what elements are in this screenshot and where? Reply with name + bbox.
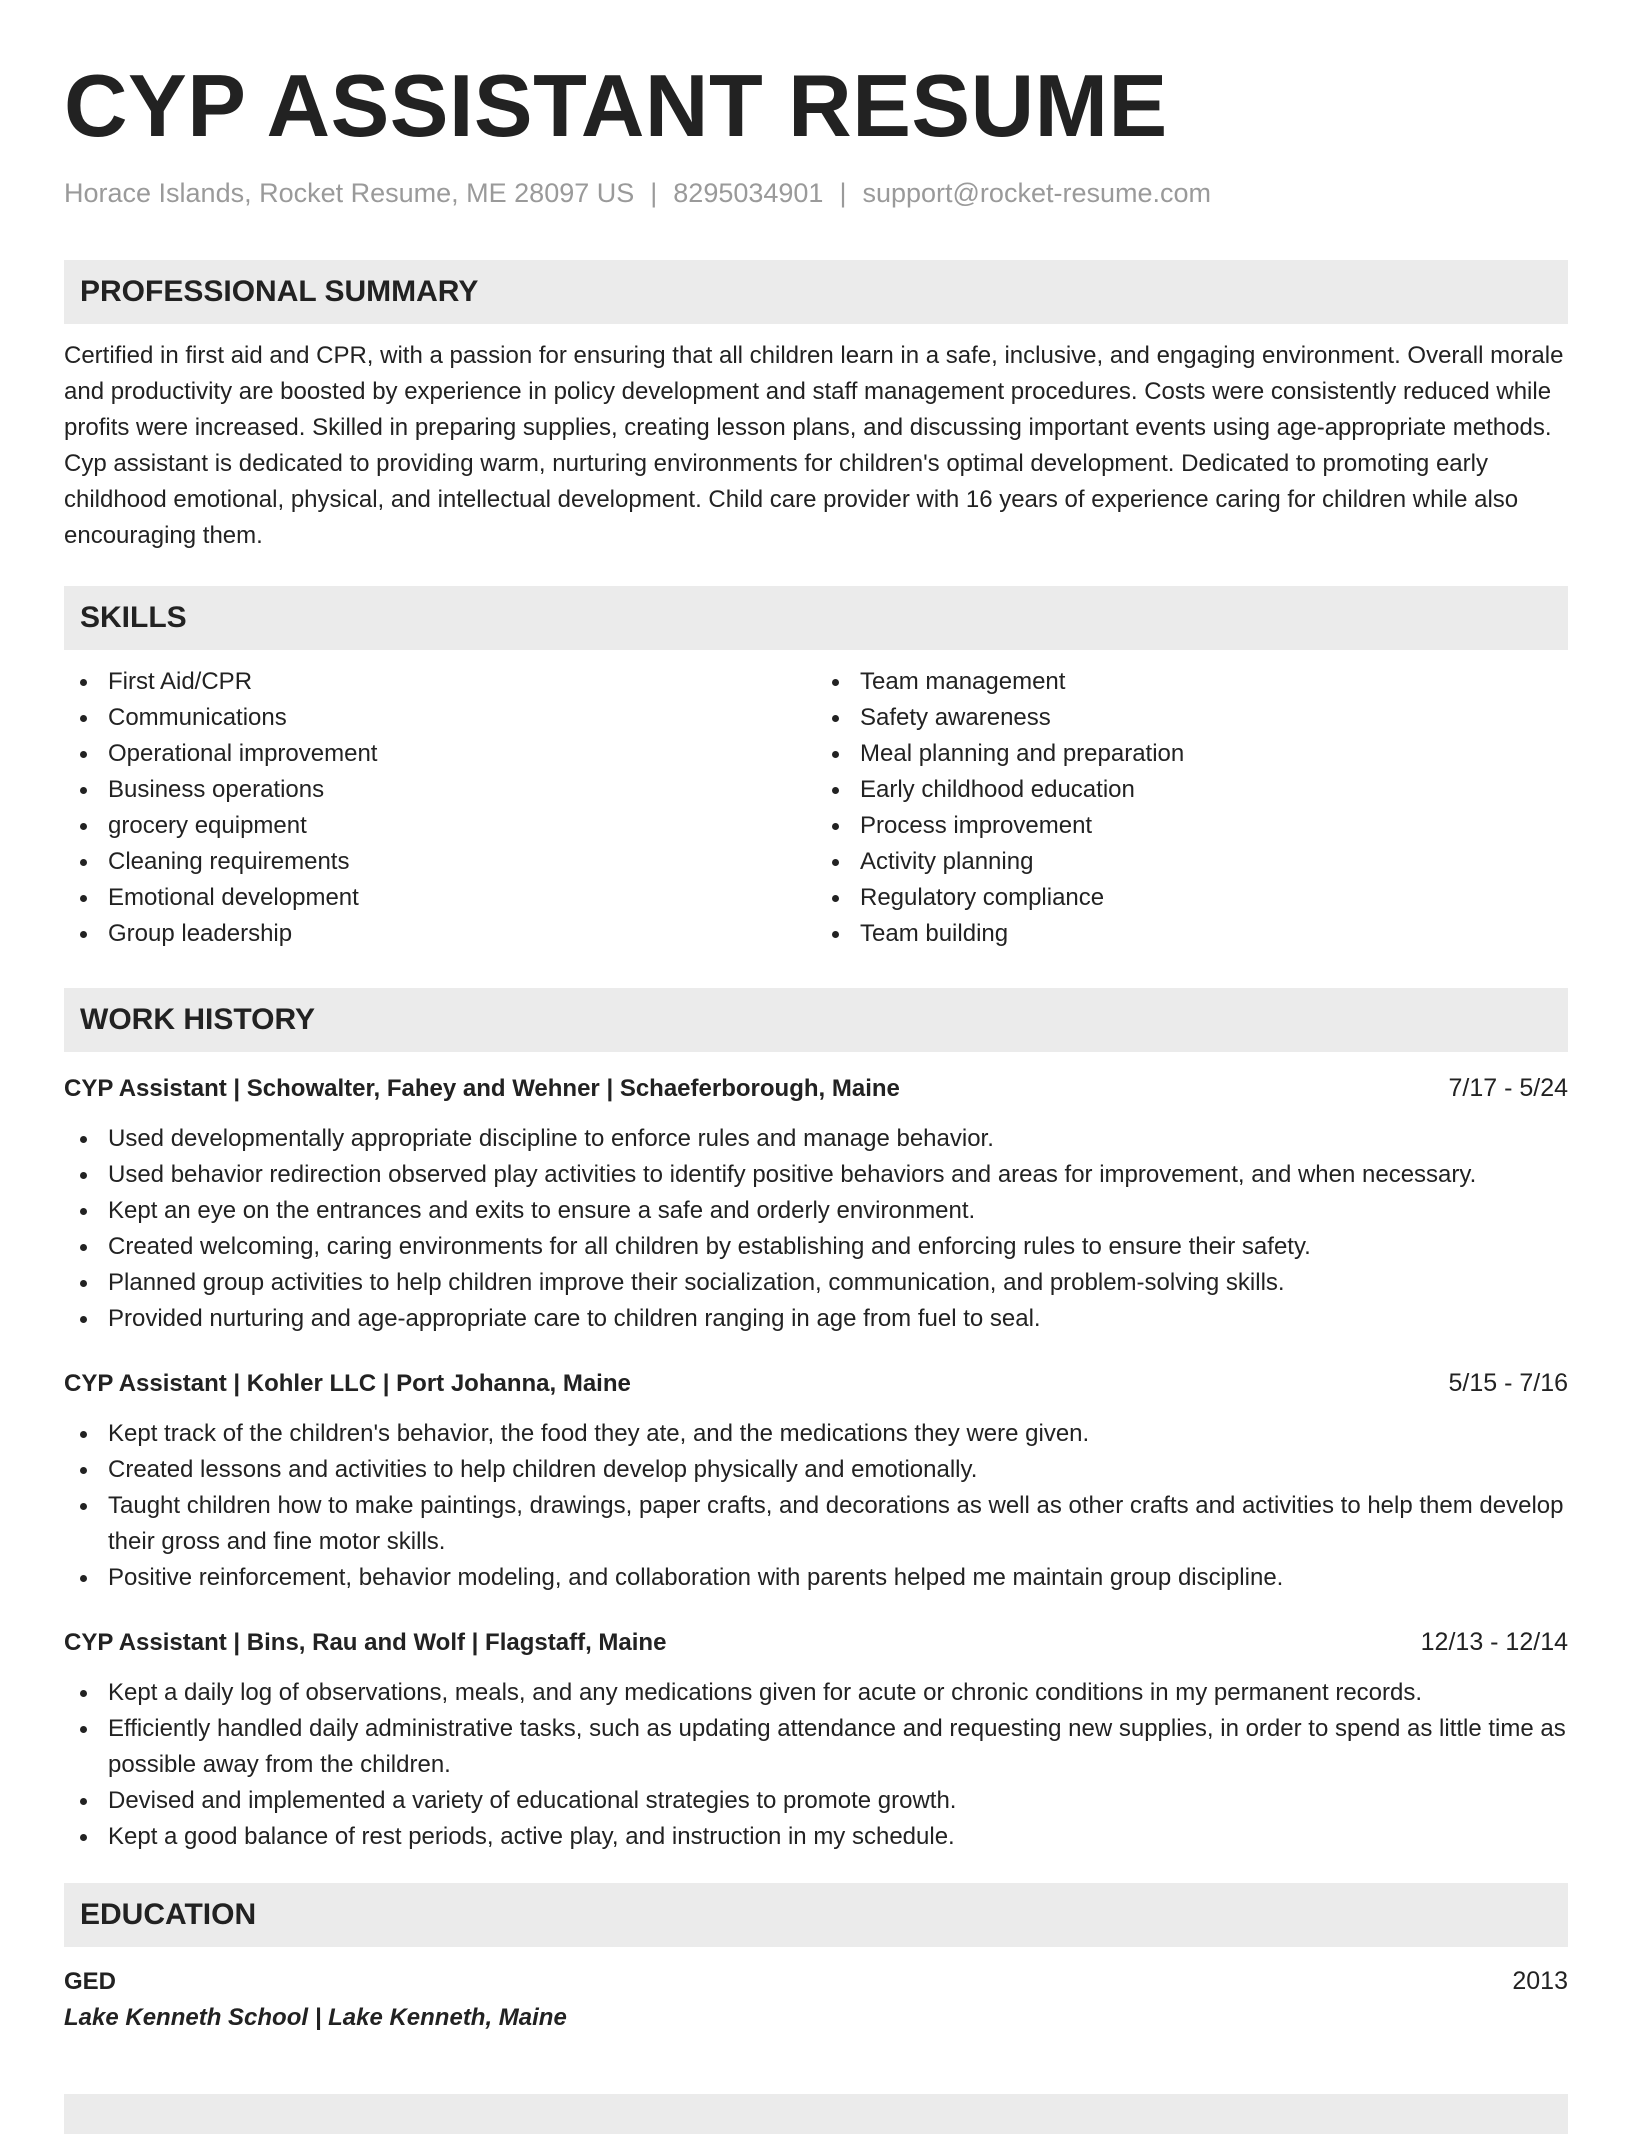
contact-line [64, 176, 1568, 210]
job-bullet: Planned group activities to help children improve their socialization, communication, and problem-solving skills. [64, 1265, 1568, 1301]
job-dates: 12/13 - 12/14 [1420, 1628, 1568, 1656]
skill-item: Operational improvement [64, 736, 816, 772]
job-title: CYP Assistant | Schowalter, Fahey and Wehner | Schaeferborough, Maine [64, 1075, 900, 1102]
job-entry [64, 1365, 1568, 1596]
job-bullets [64, 1675, 1568, 1855]
job-bullet: Created welcoming, caring environments for all children by establishing and enforcing rules to ensure their safety. [64, 1229, 1568, 1265]
education-school: Lake Kenneth School | Lake Kenneth, Maine [64, 2004, 567, 2031]
contact-address: Horace Islands, Rocket Resume, ME 28097 US [64, 178, 635, 208]
job-bullet: Provided nurturing and age-appropriate care to children ranging in age from fuel to seal. [64, 1301, 1568, 1337]
job-bullets [64, 1416, 1568, 1596]
skill-item: Emotional development [64, 880, 816, 916]
skill-item: Early childhood education [816, 772, 1568, 808]
skill-item: Safety awareness [816, 700, 1568, 736]
job-bullet: Efficiently handled daily administrative tasks, such as updating attendance and requesting new supplies, in order to spend as little time as possible away from the children. [64, 1711, 1568, 1783]
contact-separator: | [650, 178, 658, 208]
skill-item: Group leadership [64, 916, 816, 952]
job-entry [64, 1624, 1568, 1855]
skills-left-column [64, 664, 816, 952]
skill-item: Team building [816, 916, 1568, 952]
job-bullet: Used behavior redirection observed play activities to identify positive behaviors and areas for improvement, and when necessary. [64, 1157, 1568, 1193]
education-header-row [64, 1963, 1568, 2000]
job-bullet: Devised and implemented a variety of educational strategies to promote growth. [64, 1783, 1568, 1819]
skill-item: First Aid/CPR [64, 664, 816, 700]
summary-section-header: PROFESSIONAL SUMMARY [64, 260, 1568, 324]
education-section-header: EDUCATION [64, 1883, 1568, 1947]
skill-item: Team management [816, 664, 1568, 700]
contact-separator: | [839, 178, 847, 208]
job-title: CYP Assistant | Kohler LLC | Port Johanna, Maine [64, 1370, 631, 1397]
resume-title: CYP ASSISTANT RESUME [64, 56, 1168, 155]
skill-item: grocery equipment [64, 808, 816, 844]
contact-phone: 8295034901 [673, 178, 824, 208]
job-entry [64, 1070, 1568, 1337]
education-entry [64, 1963, 1568, 2036]
education-degree: GED [64, 1968, 117, 1995]
job-title: CYP Assistant | Bins, Rau and Wolf | Flagstaff, Maine [64, 1629, 667, 1656]
job-bullet: Kept track of the children's behavior, the food they ate, and the medications they were given. [64, 1416, 1568, 1452]
job-bullet: Created lessons and activities to help children develop physically and emotionally. [64, 1452, 1568, 1488]
education-year: 2013 [1512, 1967, 1568, 1995]
skills-section-header: SKILLS [64, 586, 1568, 650]
job-bullet: Positive reinforcement, behavior modeling, and collaboration with parents helped me maintain group discipline. [64, 1560, 1568, 1596]
skill-item: Meal planning and preparation [816, 736, 1568, 772]
skill-item: Cleaning requirements [64, 844, 816, 880]
contact-email: support@rocket-resume.com [862, 178, 1211, 208]
job-bullet: Kept an eye on the entrances and exits to ensure a safe and orderly environment. [64, 1193, 1568, 1229]
job-header-row [64, 1365, 1568, 1402]
skills-right-column [816, 664, 1568, 952]
skills-grid [64, 664, 1568, 952]
job-bullet: Taught children how to make paintings, drawings, paper crafts, and decorations as well as other crafts and activities to help them develop their gross and fine motor skills. [64, 1488, 1568, 1560]
job-bullet: Kept a daily log of observations, meals, and any medications given for acute or chronic conditions in my permanent records. [64, 1675, 1568, 1711]
job-dates: 5/15 - 7/16 [1448, 1369, 1568, 1397]
job-dates: 7/17 - 5/24 [1448, 1074, 1568, 1102]
skill-item: Communications [64, 700, 816, 736]
skill-item: Activity planning [816, 844, 1568, 880]
work-history-section-header: WORK HISTORY [64, 988, 1568, 1052]
next-section-header-partial [64, 2094, 1568, 2134]
job-header-row [64, 1070, 1568, 1107]
job-bullet: Used developmentally appropriate discipline to enforce rules and manage behavior. [64, 1121, 1568, 1157]
job-bullets [64, 1121, 1568, 1337]
skill-item: Process improvement [816, 808, 1568, 844]
skill-item: Business operations [64, 772, 816, 808]
job-header-row [64, 1624, 1568, 1661]
job-bullet: Kept a good balance of rest periods, active play, and instruction in my schedule. [64, 1819, 1568, 1855]
summary-text: Certified in first aid and CPR, with a passion for ensuring that all children learn in a safe, inclusive, and engaging environment. Overall morale and productivity are boosted by experience in policy development and staff management procedures. Costs were consistently reduced while profits were increased. Skilled in preparing supplies, creating lesson plans, and discussing important events using age-appropriate methods. Cyp assistant is dedicated to providing warm, nurturing environments for children's optimal development. Dedicated to promoting early childhood emotional, physical, and intellectual development. Child care provider with 16 years of experience caring for children while also encouraging them. [64, 342, 1564, 549]
skill-item: Regulatory compliance [816, 880, 1568, 916]
